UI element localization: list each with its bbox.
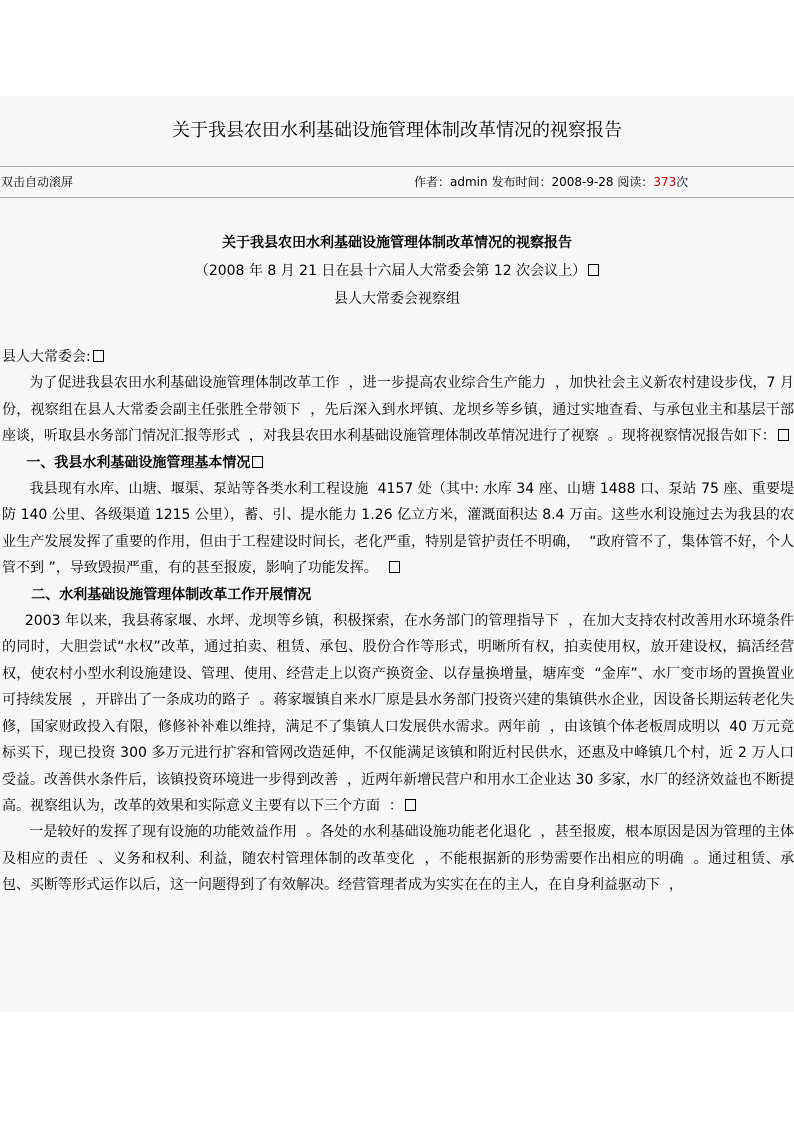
article-header	[0, 96, 794, 167]
salutation: 县人大常委会:	[0, 344, 794, 370]
paragraph-basic-situation: 我县现有水库、山塘、堰渠、泵站等各类水利工程设施 4157 处（其中: 水库 34 座、山塘 1488 口、泵站 75 座、重要堤防 140 公里、各级渠道 1215 公里），蓄、引、提水能力 1.26 亿立方米，灌溉面积达 8.4 万亩。这些水利设施过去为我县的农业生产发展发挥了重要的作用，但由于工程建设时间长，老化严重，特别是管护责任不明确， “政府管不了，集体管不好，个人管不到 ”，导致毁损严重，有的甚至报废，影响了功能发挥。	[2, 481, 794, 577]
reads-unit: 次	[676, 175, 689, 189]
document-subtitle: （2008 年 8 月 21 日在县十六届人大常委会第 12 次会议上）	[0, 257, 794, 285]
article-body	[0, 198, 794, 1012]
author-name: admin	[450, 175, 488, 189]
document-title: 关于我县农田水利基础设施管理体制改革情况的视察报告	[222, 235, 572, 251]
paragraph-reform-progress: 2003 年以来，我县蒋家堰、水坪、龙坝等乡镇，积极探索，在水务部门的管理指导下 ，在加大支持农村改善用水环境条件的同时，大胆尝试“水权”改革，通过拍卖、租赁、承包、股份合作等形式，明晰所有权，拍卖使用权，放开建设权，搞活经营权，使农村小型水利设施建设、管理、使用、经营走上以资产换资金、以存量换增量，塘库变 “金库”、水厂变市场的置换置业可持续发展 ，开辟出了一条成功的路子 。蒋家堰镇自来水厂原是县水务部门投资兴建的集镇供水企业，因设备长期运转老化失修，国家财政投入有限，修修补补难以维持，满足不了集镇人口发展供水需求。两年前 ，由该镇个体老板周成明以 40 万元竞标买下，现已投资 300 多万元进行扩容和管网改造延伸，不仅能满足该镇和附近村民供水，还惠及中峰镇几个村，近 2 万人口受益。改善供水条件后，该镇投资环境进一步得到改善 ，近两年新增民营户和用水工企业达 30 多家，水厂的经济效益也不断提高。视察组认为，改革的效果和实际意义主要有以下三个方面 ：	[2, 613, 794, 814]
placeholder-box-icon	[93, 350, 104, 362]
article-info-bar	[0, 167, 794, 198]
reads-label: 阅读：	[613, 175, 654, 189]
author-label: 作者：	[414, 175, 451, 189]
section-heading-1: 一、我县水利基础设施管理基本情况	[0, 450, 794, 476]
read-count: 373	[653, 175, 677, 189]
placeholder-box-icon	[252, 456, 263, 468]
placeholder-box-icon	[405, 799, 416, 811]
page-title: 关于我县农田水利基础设施管理体制改革情况的视察报告	[172, 120, 622, 141]
document-author-org: 县人大常委会视察组	[334, 291, 460, 307]
published-date: 2008-9-28	[551, 175, 614, 189]
document-heading	[0, 229, 794, 313]
section-heading-2: 二、水利基础设施管理体制改革工作开展情况	[2, 586, 312, 603]
auto-scroll-toggle[interactable]: 双击自动滚屏	[1, 175, 74, 189]
placeholder-box-icon	[389, 561, 400, 573]
paragraph-intro: 为了促进我县农田水利基础设施管理体制改革工作 ，进一步提高农业综合生产能力 ，加快社会主义新农村建设步伐，7 月份，视察组在县人大常委会副主任张胜全带领下 ，先后深入到水坪镇、龙坝乡等乡镇，通过实地查看、与承包业主和基层干部座谈，听取县水务部门情况汇报等形式 ，对我县农田水利基础设施管理体制改革情况进行了视察 。现将视察情况报告如下：	[2, 375, 794, 445]
published-label: 发布时间：	[487, 175, 552, 189]
placeholder-box-icon	[778, 429, 789, 441]
paragraph-point-one: 一是较好的发挥了现有设施的功能效益作用 。各处的水利基础设施功能老化退化 ，甚至报废，根本原因是因为管理的主体及相应的责任 、义务和权利、利益，随农村管理体制的改革变化 ，不能根据新的形势需要作出相应的明确 。通过租赁、承包、买断等形式运作以后，这一问题得到了有效解决。经营管理者成为实实在在的主人，在自身利益驱动下 ，	[2, 824, 794, 894]
placeholder-box-icon	[588, 264, 599, 276]
article-meta	[414, 167, 688, 197]
